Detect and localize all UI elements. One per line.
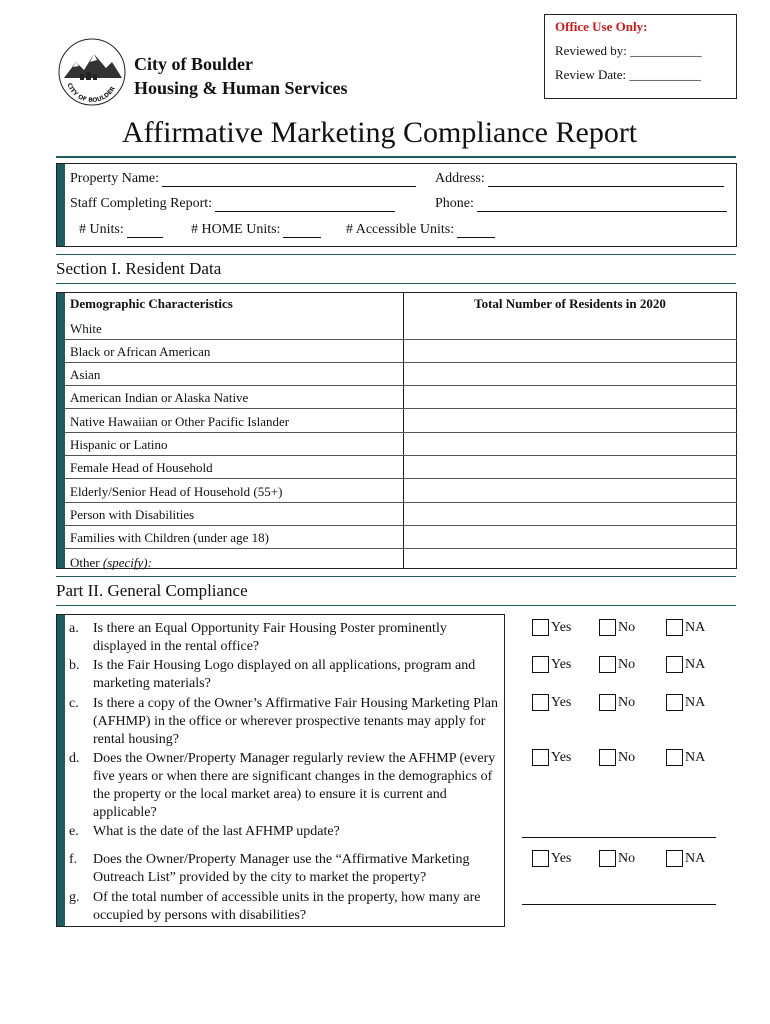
accessible-units-label: # Accessible Units:	[346, 222, 455, 237]
na-label: NA	[685, 850, 706, 866]
address-label: Address:	[435, 171, 485, 186]
na-option[interactable]	[666, 619, 733, 636]
na-checkbox[interactable]	[666, 694, 683, 711]
phone-field[interactable]	[477, 198, 727, 212]
no-checkbox[interactable]	[599, 694, 616, 711]
seal-text: CITY OF BOULDER	[65, 82, 117, 105]
no-checkbox[interactable]	[599, 749, 616, 766]
yes-option[interactable]	[532, 656, 599, 673]
demographic-row	[65, 410, 737, 433]
demographic-row	[65, 526, 737, 549]
accessible-occupied-field[interactable]	[522, 904, 716, 905]
answer-options-d	[532, 749, 733, 766]
property-name-label: Property Name:	[70, 171, 160, 186]
resident-count-cell[interactable]	[403, 433, 737, 455]
resident-count-cell[interactable]	[403, 340, 737, 362]
answer-options-c	[532, 694, 733, 711]
demographic-row	[65, 479, 737, 502]
question-d: d. Does the Owner/Property Manager regularly review the AFHMP (every five years or when there are significant changes in the demographics of the property or the local market area) to ensure it is current and applicable?	[69, 751, 496, 820]
demographic-label: Female Head of Household	[70, 460, 213, 476]
home-units-label: # HOME Units:	[191, 222, 281, 237]
property-info-box	[56, 163, 737, 247]
section1-rule-top	[56, 254, 736, 255]
no-checkbox[interactable]	[599, 656, 616, 673]
no-option[interactable]	[599, 656, 666, 673]
resident-count-cell[interactable]	[403, 479, 737, 501]
na-label: NA	[685, 694, 706, 710]
yes-checkbox[interactable]	[532, 656, 549, 673]
yes-label: Yes	[551, 619, 572, 635]
property-name-field[interactable]	[162, 173, 416, 187]
na-label: NA	[685, 749, 706, 765]
office-use-box	[544, 14, 737, 99]
demographic-row	[65, 340, 737, 363]
demographic-row	[65, 456, 737, 479]
question-c: c. Is there a copy of the Owner’s Affirmative Fair Housing Marketing Plan (AFHMP) in the office or wherever prospective tenants may apply for rental housing?	[69, 696, 499, 747]
organization-name	[134, 52, 348, 100]
units-label: # Units:	[79, 222, 124, 237]
na-option[interactable]	[666, 656, 733, 673]
section2-rule-top	[56, 576, 736, 577]
na-checkbox[interactable]	[666, 850, 683, 867]
no-option[interactable]	[599, 694, 666, 711]
accent-bar	[57, 293, 65, 568]
accent-bar	[57, 615, 65, 926]
na-option[interactable]	[666, 850, 733, 867]
question-g: g. Of the total number of accessible units in the property, how many are occupied by persons with disabilities?	[69, 890, 481, 923]
yes-label: Yes	[551, 850, 572, 866]
demographic-row-other	[65, 549, 737, 572]
staff-field[interactable]	[215, 198, 395, 212]
units-field[interactable]	[127, 224, 163, 238]
na-option[interactable]	[666, 749, 733, 766]
yes-option[interactable]	[532, 619, 599, 636]
address-field[interactable]	[488, 173, 724, 187]
na-checkbox[interactable]	[666, 619, 683, 636]
question-f: f. Does the Owner/Property Manager use the “Affirmative Marketing Outreach List” provided by the city to market the property?	[69, 852, 470, 885]
na-checkbox[interactable]	[666, 656, 683, 673]
svg-text:CITY OF BOULDER	[65, 82, 117, 104]
other-specify-text: (specify):	[102, 554, 152, 570]
afhmp-date-field[interactable]	[522, 837, 716, 838]
demographic-row	[65, 433, 737, 456]
org-line-1: City of Boulder	[134, 54, 253, 74]
yes-label: Yes	[551, 749, 572, 765]
no-label: No	[618, 694, 636, 710]
demographic-label: Hispanic or Latino	[70, 437, 168, 453]
total-residents-header: Total Number of Residents in 2020	[474, 296, 666, 311]
demographic-label: Person with Disabilities	[70, 506, 195, 522]
resident-count-cell[interactable]	[403, 316, 737, 338]
no-option[interactable]	[599, 749, 666, 766]
compliance-questions-box	[56, 614, 505, 927]
demographic-row	[65, 503, 737, 526]
yes-checkbox[interactable]	[532, 619, 549, 636]
question-b: b. Is the Fair Housing Logo displayed on all applications, program and marketing materials?	[69, 658, 476, 691]
section2-rule-bottom	[56, 605, 736, 606]
accessible-units-field[interactable]	[457, 224, 495, 238]
other-text: Other	[70, 554, 100, 570]
demographic-row	[65, 363, 737, 386]
resident-count-cell[interactable]	[403, 526, 737, 548]
city-seal-logo	[56, 36, 128, 108]
other-label	[70, 555, 152, 571]
yes-label: Yes	[551, 694, 572, 710]
demographic-label: Elderly/Senior Head of Household (55+)	[70, 483, 283, 499]
title-rule	[56, 156, 736, 158]
na-option[interactable]	[666, 694, 733, 711]
resident-count-cell[interactable]	[403, 386, 737, 408]
no-option[interactable]	[599, 619, 666, 636]
resident-count-cell[interactable]	[403, 503, 737, 525]
answer-options-b	[532, 656, 733, 673]
yes-option[interactable]	[532, 694, 599, 711]
office-use-title: Office Use Only:	[555, 19, 648, 34]
yes-option[interactable]	[532, 850, 599, 867]
no-label: No	[618, 749, 636, 765]
demographic-label: Black or African American	[70, 343, 211, 359]
home-units-field[interactable]	[283, 224, 321, 238]
demographic-label: Asian	[70, 367, 101, 383]
question-a: a. Is there an Equal Opportunity Fair Housing Poster prominently displayed in the rental office?	[69, 621, 447, 654]
resident-count-cell[interactable]	[403, 363, 737, 385]
demographic-header: Demographic Characteristics	[70, 296, 233, 311]
yes-checkbox[interactable]	[532, 850, 549, 867]
na-label: NA	[685, 619, 706, 635]
report-title: Affirmative Marketing Compliance Report	[122, 116, 638, 149]
demographic-label: Native Hawaiian or Other Pacific Islander	[70, 413, 290, 429]
resident-count-cell[interactable]	[403, 456, 737, 478]
section1-rule-bottom	[56, 283, 736, 284]
no-label: No	[618, 656, 636, 672]
no-checkbox[interactable]	[599, 850, 616, 867]
no-label: No	[618, 850, 636, 866]
no-checkbox[interactable]	[599, 619, 616, 636]
na-checkbox[interactable]	[666, 749, 683, 766]
demographic-row	[65, 386, 737, 409]
resident-count-cell[interactable]	[403, 549, 737, 572]
section2-heading: Part II. General Compliance	[56, 581, 248, 600]
yes-checkbox[interactable]	[532, 749, 549, 766]
org-line-2: Housing & Human Services	[134, 78, 348, 98]
yes-option[interactable]	[532, 749, 599, 766]
demographic-label: Families with Children (under age 18)	[70, 530, 269, 546]
resident-count-cell[interactable]	[403, 410, 737, 432]
yes-label: Yes	[551, 656, 572, 672]
answer-options-a	[532, 619, 733, 636]
reviewed-by-field[interactable]: Reviewed by: ___________	[555, 43, 702, 58]
no-label: No	[618, 619, 636, 635]
section1-heading: Section I. Resident Data	[56, 259, 222, 278]
resident-data-table	[56, 292, 737, 569]
question-e: e. What is the date of the last AFHMP update?	[69, 824, 340, 839]
accent-bar	[57, 164, 65, 246]
no-option[interactable]	[599, 850, 666, 867]
answer-options-f	[532, 850, 733, 867]
demographic-label: White	[70, 320, 102, 336]
phone-label: Phone:	[435, 196, 474, 211]
demographic-label: American Indian or Alaska Native	[70, 390, 249, 406]
yes-checkbox[interactable]	[532, 694, 549, 711]
review-date-field[interactable]: Review Date: ___________	[555, 67, 701, 82]
staff-label: Staff Completing Report:	[70, 196, 213, 211]
demographic-row	[65, 316, 737, 339]
na-label: NA	[685, 656, 706, 672]
